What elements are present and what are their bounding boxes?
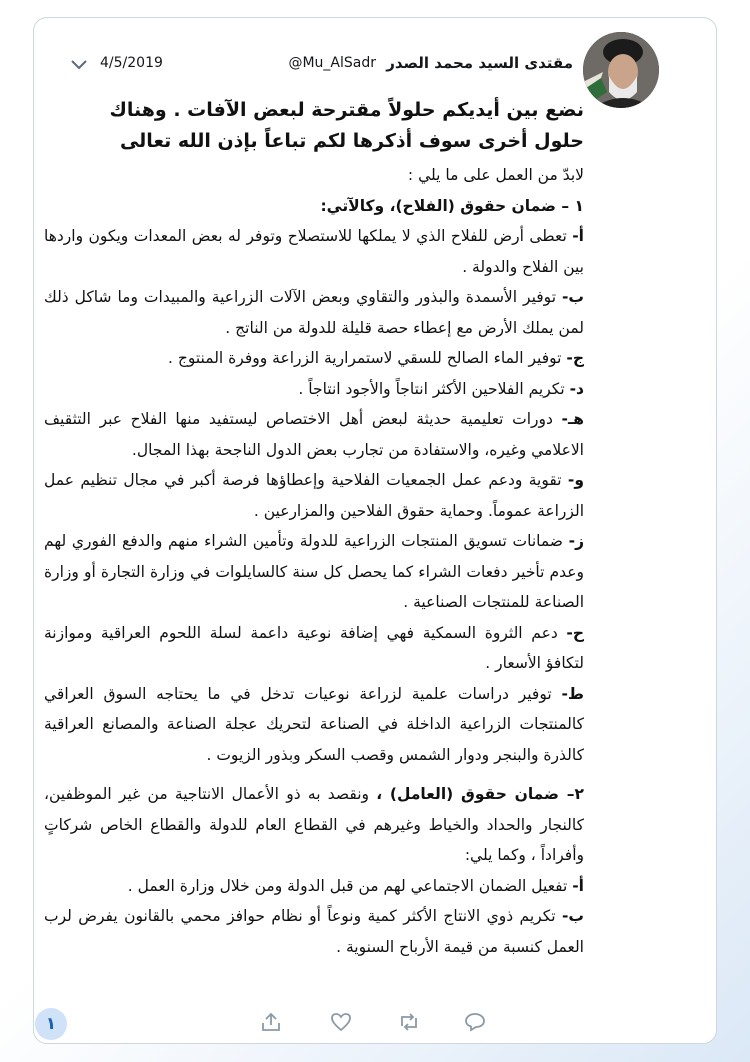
retweet-icon[interactable] xyxy=(398,1012,420,1032)
item-text: دعم الثروة السمكية فهي إضافة نوعية داعمة لسلة اللحوم العراقية وموازنة لتكافؤ الأسعار . xyxy=(44,623,584,672)
section-2-title: ٢– ضمان حقوق (العامل) ، xyxy=(376,785,584,803)
tweet-header xyxy=(60,54,573,82)
item-text: توفير الأسمدة والبذور والتقاوي وبعض الآلات الزراعية والمبيدات وما شاكل ذلك لمن يملك الأرض مع إعطاء حصة قليلة للدولة من الناتج . xyxy=(44,288,584,337)
share-icon[interactable] xyxy=(260,1012,282,1032)
item-text: دورات تعليمية حديثة لبعض أهل الاختصاص ليستفيد منها الفلاح عبر التثقيف الاعلامي وغيره، والاستفادة من تجارب بعض الدول الناجحة بهذا المجال. xyxy=(44,410,584,459)
author-handle[interactable]: @Mu_AlSadr xyxy=(288,55,376,71)
item-letter: هـ- xyxy=(561,410,584,428)
item-letter: د- xyxy=(569,379,584,398)
item-text: تقوية ودعم عمل الجمعيات الفلاحية وإعطاؤها فرصة أكبر في مجال تنظيم عمل الزراعة عموماً. وحماية حقوق الفلاحين والمزارعين . xyxy=(44,471,584,520)
item-letter: ح- xyxy=(566,623,584,642)
item-letter: ز- xyxy=(568,532,584,550)
list-item xyxy=(44,221,584,282)
like-heart-icon[interactable] xyxy=(330,1012,352,1032)
list-item xyxy=(44,871,584,902)
item-letter: أ- xyxy=(572,876,584,895)
section-gap xyxy=(44,770,584,779)
list-item xyxy=(44,343,584,374)
list-item xyxy=(44,465,584,526)
item-letter: أ- xyxy=(572,227,584,245)
list-item xyxy=(44,618,584,679)
item-text: تفعيل الضمان الاجتماعي لهم من قبل الدولة ومن خلال وزارة العمل . xyxy=(127,876,573,895)
item-letter: ب- xyxy=(561,288,584,306)
page-number-badge: ١ xyxy=(35,1008,67,1040)
item-letter: ج- xyxy=(566,349,584,367)
item-text: توفير دراسات علمية لزراعة نوعيات تدخل في ما يحتاجه السوق العراقي كالمنتجات الزراعية الداخلة في الصناعة لتحريك عجلة الصناعة والمصانع العراقية كالذرة والبنجر ودوار الشمس وقصب السكر وبذور الزيوت . xyxy=(44,684,584,764)
item-text: تعطى أرض للفلاح الذي لا يملكها للاستصلاح وتوفر له بعض المعدات ويكون واردها بين الفلاح والدولة . xyxy=(44,227,584,276)
item-letter: ط- xyxy=(561,684,584,703)
section-2-text: ونقصد به ذو الأعمال الانتاجية من غير الموظفين، كالنجار والحداد والخياط وغيرهم في القطاع العام للدولة والقطاع الخاص شركاتٍ وأفراداً ، وكما يلي: xyxy=(44,785,584,864)
list-item xyxy=(44,374,584,405)
chevron-down-icon[interactable] xyxy=(70,58,88,72)
avatar[interactable] xyxy=(583,32,659,108)
item-letter: و- xyxy=(567,471,584,489)
headline-line-1: نضع بين أيديكم حلولاً مقترحة لبعض الآفات . وهناك xyxy=(109,99,584,121)
tweet-actions xyxy=(260,1012,490,1036)
item-text: توفير الماء الصالح للسقي لاستمرارية الزراعة ووفرة المنتوج . xyxy=(168,349,567,367)
section-2-paragraph xyxy=(44,779,584,871)
tweet-body xyxy=(44,160,584,962)
list-item xyxy=(44,282,584,343)
tweet-headline xyxy=(80,95,584,157)
intro-text: لابدّ من العمل على ما يلي : xyxy=(407,166,584,184)
list-item xyxy=(44,901,584,962)
list-item xyxy=(44,526,584,618)
item-text: تكريم ذوي الانتاج الأكثر كمية ونوعاً أو نظام حوافز محمي بالقانون يفرض لرب العمل كنسبة من قيمة الأرباح السنوية . xyxy=(44,907,584,956)
item-text: تكريم الفلاحين الأكثر انتاجاً والأجود انتاجاً . xyxy=(298,379,570,398)
avatar-image-icon xyxy=(583,32,659,108)
reply-icon[interactable] xyxy=(464,1012,486,1032)
item-letter: ب- xyxy=(561,907,584,925)
item-text: ضمانات تسويق المنتجات الزراعية للدولة وتأمين الشراء منهم والدفع الفوري لهم وعدم تأخير دفعات الشراء كما يحصل كل سنة كالسايلوات في وزارة التجارة أو وزارة الصناعة للمنتجات الصناعية . xyxy=(44,532,584,611)
headline-line-2: حلول أخرى سوف أذكرها لكم تباعاً بإذن الله تعالى xyxy=(119,130,584,152)
list-item xyxy=(44,404,584,465)
section-1-title: ١ – ضمان حقوق (الفلاح)، وكالآتي: xyxy=(320,196,584,215)
list-item xyxy=(44,679,584,771)
author-name[interactable]: مقتدى السيد محمد الصدر xyxy=(386,54,573,72)
tweet-date[interactable]: 4/5/2019 xyxy=(100,55,163,71)
